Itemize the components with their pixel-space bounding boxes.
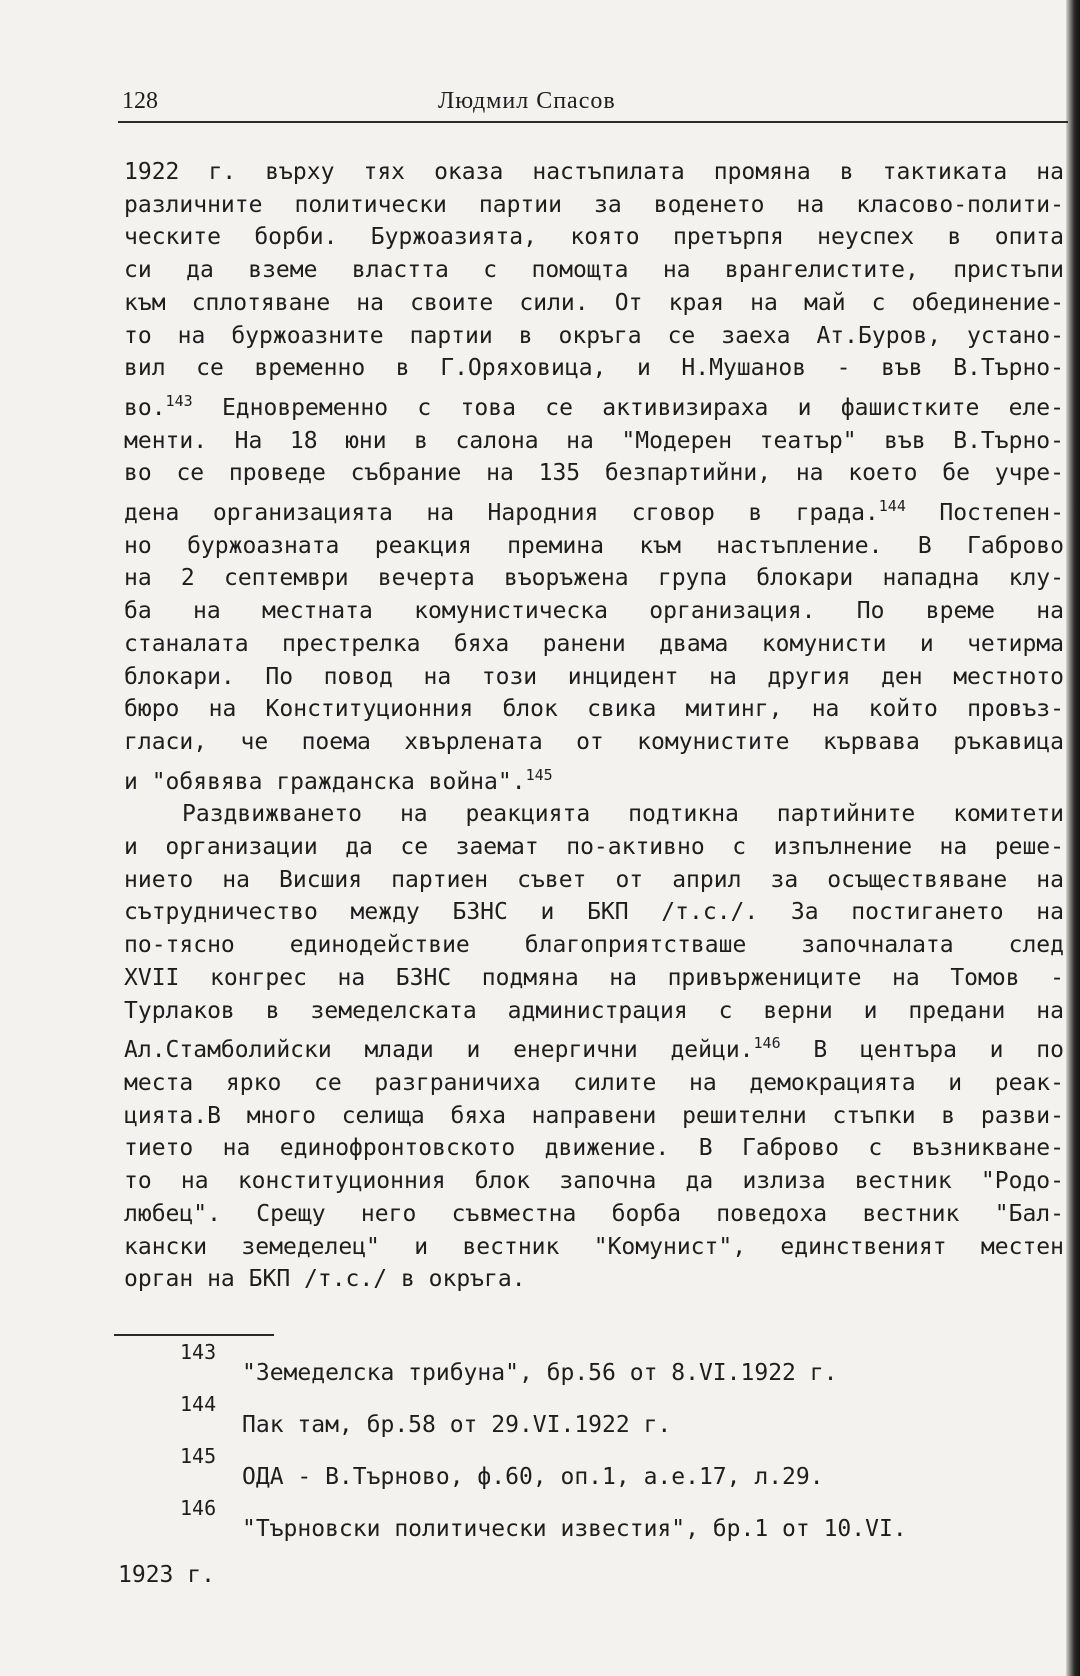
footnote-144	[118, 1392, 1058, 1444]
footnote-number: 146	[180, 1496, 217, 1520]
text-line: станалата престрелка бяха ранени двама комунисти и четирма	[124, 630, 1064, 657]
text-line	[124, 385, 1064, 425]
footnote-number: 145	[180, 1444, 217, 1468]
text-line: по-тясно единодействие благоприятстваше започналата след	[124, 932, 1064, 959]
text-line: и организации да се заемат по-активно с изпълнение на реше-	[124, 834, 1064, 861]
text-fragment: дена организацията на Народния сговор в града.	[124, 500, 879, 527]
footnote-number: 143	[180, 1340, 217, 1364]
header-rule	[118, 121, 1068, 123]
footnote-ref-146[interactable]: 146	[753, 1034, 781, 1053]
text-line: бюро на Конституционния блок свика митинг, на който провъз-	[124, 696, 1064, 723]
text-line: ба на местната комунистическа организация. По време на	[124, 598, 1064, 625]
text-line: кански земеделец" и вестник "Комунист", единственият местен	[124, 1233, 1064, 1260]
text-line: Раздвижването на реакцията подтикна партийните комитети	[182, 801, 1064, 828]
text-line: тието на единофронтовското движение. В Габрово с възникване-	[124, 1135, 1064, 1162]
text-line: менти. На 18 юни в салона на "Модерен театър" във В.Търно-	[124, 427, 1064, 454]
text-line: блокари. По повод на този инцидент на другия ден местното	[124, 663, 1064, 690]
text-line	[124, 490, 1064, 530]
page-header	[122, 88, 1062, 122]
text-line	[124, 759, 1064, 799]
text-line: 1922 г. върху тях оказа настъпилата промяна в тактиката на	[124, 159, 1064, 185]
text-line: цията.В много селища бяха направени решителни стъпки в разви-	[124, 1102, 1064, 1129]
text-line	[124, 1027, 1064, 1067]
text-line: на 2 септември вечерта въоръжена група блокари нападна клу-	[124, 565, 1064, 592]
text-line: нието на Висшия партиен съвет от април за осъществяване на	[124, 866, 1064, 893]
text-fragment: во.	[124, 394, 166, 421]
body-text	[124, 156, 1064, 1296]
footnote-text: ОДА - В.Търново, ф.60, оп.1, а.е.17, л.29.	[242, 1464, 824, 1490]
footnote-text: Пак там, бр.58 от 29.VI.1922 г.	[242, 1412, 672, 1438]
footnote-ref-144[interactable]: 144	[878, 497, 906, 516]
text-line: гласи, че поема хвърлената от комунистите кървава ръкавица	[124, 728, 1064, 755]
text-fragment: Ал.Стамболийски млади и енергични дейци.	[124, 1037, 754, 1064]
running-head-author: Людмил Спасов	[438, 88, 616, 114]
text-line: но буржоазната реакция премина към настъпление. В Габрово	[124, 532, 1064, 559]
text-line: към сплотяване на своите сили. От края на май с обединение-	[124, 289, 1064, 316]
text-fragment: Постепен-	[939, 500, 1064, 527]
text-line: вил се временно в Г.Оряховица, и Н.Мушанов - във В.Търно-	[124, 355, 1064, 382]
footnote-continuation: 1923 г.	[118, 1562, 215, 1588]
text-fragment: Едновременно с това се активизираха и фашистките еле-	[221, 394, 1064, 421]
footnote-separator	[114, 1334, 274, 1336]
text-line: различните политически партии за воденето на класово-полити-	[124, 191, 1064, 218]
footnote-text: "Земеделска трибуна", бр.56 от 8.VI.1922 г.	[242, 1360, 838, 1386]
footnotes	[118, 1340, 1058, 1588]
text-fragment: В центъра и по	[813, 1037, 1064, 1064]
text-fragment: и "обявява гражданска война".	[124, 768, 526, 795]
text-line: Турлаков в земеделската администрация с верни и предани на	[124, 997, 1064, 1024]
page-edge-shadow	[1066, 0, 1080, 1676]
text-line: то на конституционния блок започна да излиза вестник "Родо-	[124, 1168, 1064, 1195]
text-line: сътрудничество между БЗНС и БКП /т.с./. За постигането на	[124, 899, 1064, 926]
text-line: во се проведе събрание на 135 безпартийни, на което бе учре-	[124, 460, 1064, 487]
page-number: 128	[122, 88, 158, 114]
text-line: XVII конгрес на БЗНС подмяна на привържениците на Томов -	[124, 964, 1064, 991]
text-line: то на буржоазните партии в окръга се заеха Ат.Буров, устано-	[124, 322, 1064, 349]
text-line: места ярко се разграничиха силите на демокрацията и реак-	[124, 1069, 1064, 1096]
text-line: орган на БКП /т.с./ в окръга.	[124, 1266, 526, 1293]
text-line: ческите борби. Буржоазията, която претърпя неуспех в опита	[124, 224, 1064, 251]
footnote-number: 144	[180, 1392, 217, 1416]
footnote-text: "Търновски политически известия", бр.1 от 10.VI.	[242, 1516, 907, 1542]
footnote-145	[118, 1444, 1058, 1496]
text-line: любец". Срещу него съвместна борба поведоха вестник "Бал-	[124, 1200, 1064, 1227]
footnote-146	[118, 1496, 1058, 1548]
footnote-ref-143[interactable]: 143	[165, 391, 193, 410]
footnote-143	[118, 1340, 1058, 1392]
footnote-ref-145[interactable]: 145	[525, 765, 553, 784]
text-line: си да вземе властта с помощта на врангелистите, пристъпи	[124, 257, 1064, 284]
